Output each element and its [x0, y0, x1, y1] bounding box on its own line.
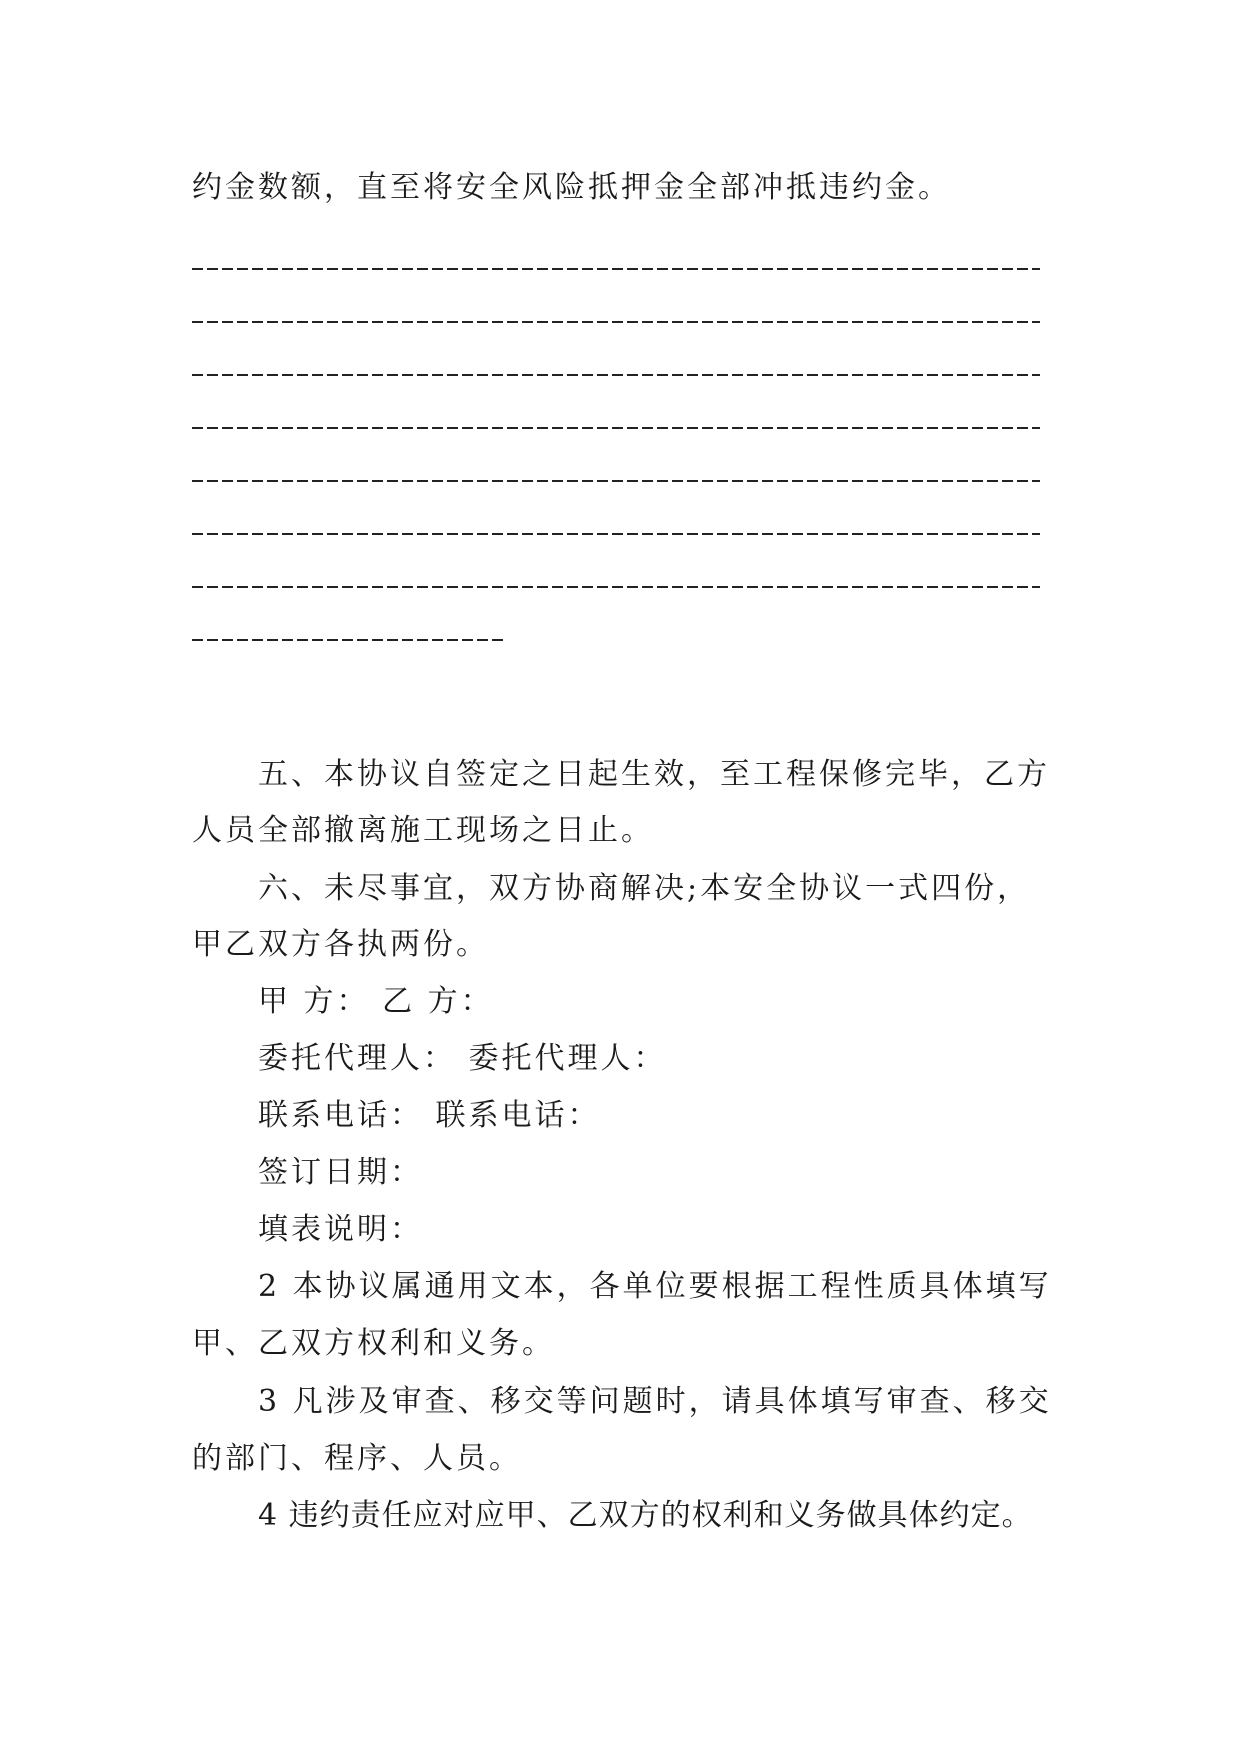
phone-labels: 联系电话： 联系电话： [258, 1098, 601, 1133]
clause-5-line-1: 五、本协议自签定之日起生效，至工程保修完毕，乙方 [258, 757, 1050, 792]
blank-line-7 [192, 586, 1040, 588]
instruction-2-line-1: 2 本协议属通用文本，各单位要根据工程性质具体填写 [258, 1269, 1052, 1304]
party-labels: 甲 方： 乙 方： [258, 984, 494, 1019]
instruction-3-line-1: 3 凡涉及审查、移交等问题时，请具体填写审查、移交 [258, 1384, 1052, 1419]
blank-line-6 [192, 533, 1040, 535]
instruction-4-line-1: 4 违约责任应对应甲、乙双方的权利和义务做具体约定。 [258, 1498, 1033, 1533]
text-line-penalty-amount: 约金数额，直至将安全风险抵押金全部冲抵违约金。 [192, 170, 951, 205]
blank-line-5 [192, 480, 1040, 482]
blank-line-3 [192, 374, 1040, 376]
agent-labels: 委托代理人： 委托代理人： [258, 1041, 667, 1076]
blank-line-2 [192, 321, 1040, 323]
sign-date-label: 签订日期： [258, 1155, 423, 1190]
instruction-2-line-2: 甲、乙双方权利和义务。 [192, 1326, 555, 1361]
blank-line-4 [192, 427, 1040, 429]
clause-6-line-2: 甲乙双方各执两份。 [192, 927, 489, 962]
blank-line-8 [192, 639, 507, 641]
blank-line-1 [192, 268, 1040, 270]
instruction-3-line-2: 的部门、程序、人员。 [192, 1441, 522, 1476]
clause-6-line-1: 六、未尽事宜，双方协商解决;本安全协议一式四份， [258, 871, 1031, 906]
clause-5-line-2: 人员全部撤离施工现场之日止。 [192, 813, 654, 848]
instructions-heading: 填表说明： [258, 1212, 423, 1247]
